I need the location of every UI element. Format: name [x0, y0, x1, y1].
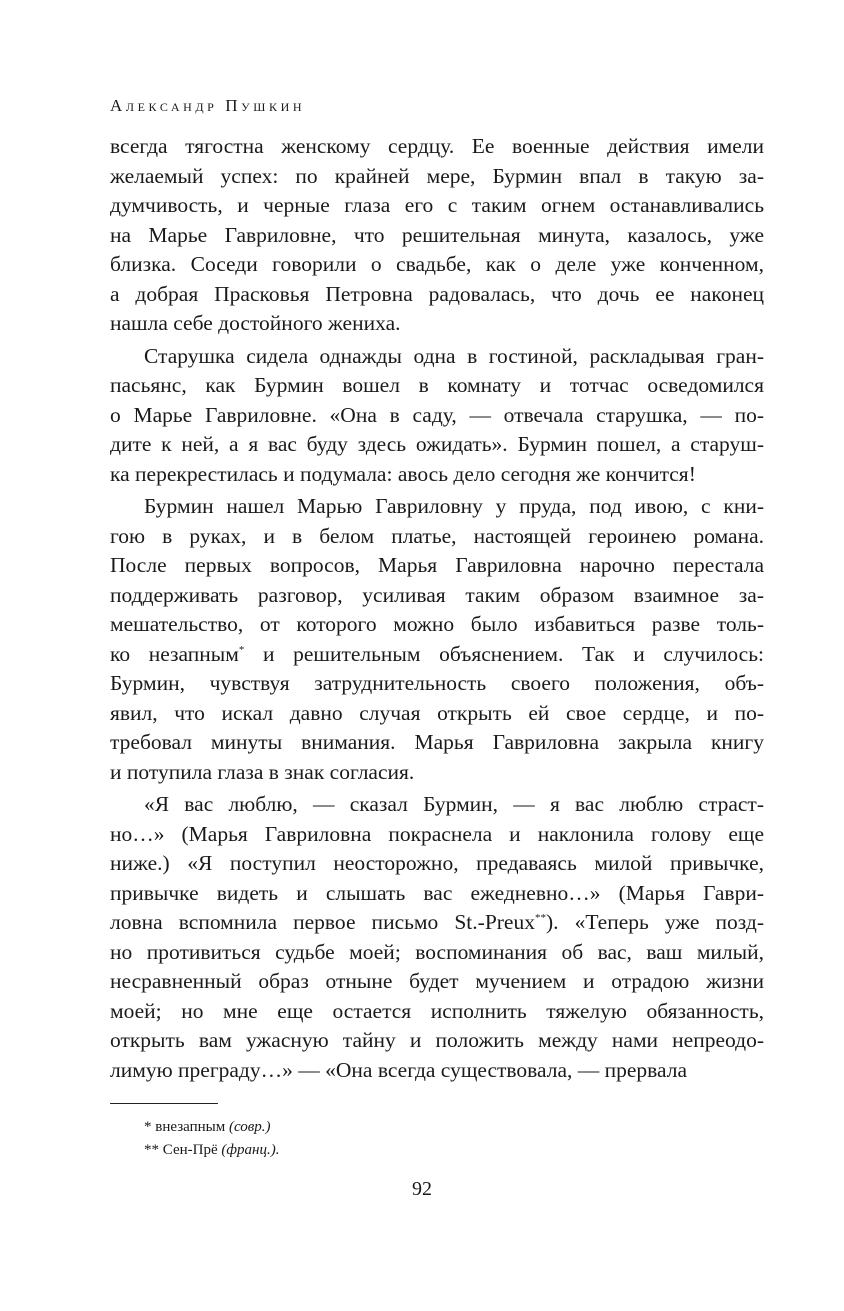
text-line: ниже.) «Я поступил неосторожно, предаваясь милой привычке, — [110, 851, 764, 875]
text-line: думчивость, и черные глаза его с таким огнем останавливались — [110, 193, 764, 217]
text-line: лимую преграду…» — «Она всегда существовала, — прервала — [110, 1057, 688, 1082]
footnote-reference: ** — [534, 911, 546, 924]
text-line: но…» (Марья Гавриловна покраснела и наклонила голову еще — [110, 821, 764, 846]
text-line: «Я вас люблю, — сказал Бурмин, — я вас люблю страст- — [144, 792, 764, 816]
text-line: привычке видеть и слышать вас ежедневно…» (Марья Гаври- — [110, 880, 764, 905]
text-line: несравненный образ отныне будет мучением и отрадою жизни — [110, 969, 764, 993]
footnote-divider — [110, 1103, 218, 1104]
text-line: моей; но мне еще остается исполнить тяжелую обязанность, — [110, 998, 764, 1023]
text-line: Бурмин нашел Марью Гавриловну у пруда, под ивою, с кни- — [144, 494, 764, 518]
body-text — [110, 132, 764, 1085]
text-line: и потупила глаза в знак согласия. — [110, 759, 415, 784]
paragraph — [110, 492, 764, 787]
text-line: желаемый успех: по крайней мере, Бурмин впал в такую за- — [110, 163, 764, 188]
text-line: ко незапным* и решительным объяснением. Так и случилось: — [110, 641, 764, 666]
text-line: а добрая Прасковья Петровна радовалась, что дочь ее наконец — [110, 281, 764, 306]
text-line: открыть вам ужасную тайну и положить между нами непреодо- — [110, 1028, 764, 1052]
footnote-text: Сен-Прё — [162, 1142, 218, 1158]
text-line: мешательство, от которого можно было избавиться разве толь- — [110, 612, 764, 636]
text-line: но противиться судьбе моей; воспоминания об вас, ваш милый, — [110, 939, 764, 964]
text-line: пасьянс, как Бурмин вошел в комнату и тотчас осведомился — [110, 373, 764, 397]
text-line: поддерживать разговор, усиливая таким образом взаимное за- — [110, 582, 764, 607]
text-line: нашла себе достойного жениха. — [110, 311, 401, 335]
footnote-mark: * — [144, 1119, 152, 1135]
footnotes — [144, 1116, 279, 1162]
footnote-note: (франц.). — [221, 1142, 280, 1158]
footnote-text: внезапным — [155, 1119, 226, 1135]
text-line: ловна вспомнила первое письмо St.-Preux**). «Теперь уже позд- — [110, 910, 764, 934]
text-line: Бурмин, чувствуя затруднительность своего положения, объ- — [110, 671, 764, 695]
text-line: требовал минуты внимания. Марья Гавриловна закрыла книгу — [110, 730, 764, 754]
footnote-2 — [144, 1139, 279, 1162]
text-line: гою в руках, и в белом платье, настоящей героинею романа. — [110, 523, 764, 548]
paragraph — [110, 342, 764, 490]
footnote-reference: * — [238, 643, 245, 656]
paragraph — [110, 790, 764, 1085]
text-line: явил, что искал давно случая открыть ей свое сердце, и по- — [110, 700, 764, 725]
text-line: ка перекрестилась и подумала: авось дело сегодня же кончится! — [110, 461, 696, 486]
text-line: всегда тягостна женскому сердцу. Ее военные действия имели — [110, 134, 764, 158]
text-line: После первых вопросов, Марья Гавриловна нарочно перестала — [110, 553, 764, 577]
text-line: дите к ней, а я вас буду здесь ожидать». Бурмин пошел, а старуш- — [110, 432, 764, 456]
footnote-note: (совр.) — [228, 1119, 271, 1135]
text-line: на Марье Гавриловне, что решительная минута, казалось, уже — [110, 222, 764, 247]
footnote-mark: ** — [144, 1142, 159, 1158]
paragraph — [110, 132, 764, 339]
running-head: Александр Пушкин — [110, 96, 306, 115]
text-line: о Марье Гавриловне. «Она в саду, — отвечала старушка, — по- — [110, 402, 764, 427]
text-line: близка. Соседи говорили о свадьбе, как о деле уже конченном, — [110, 252, 764, 276]
footnote-1 — [144, 1116, 279, 1139]
page-number: 92 — [412, 1178, 432, 1200]
text-line: Старушка сидела однажды одна в гостиной, раскладывая гран- — [144, 343, 764, 368]
